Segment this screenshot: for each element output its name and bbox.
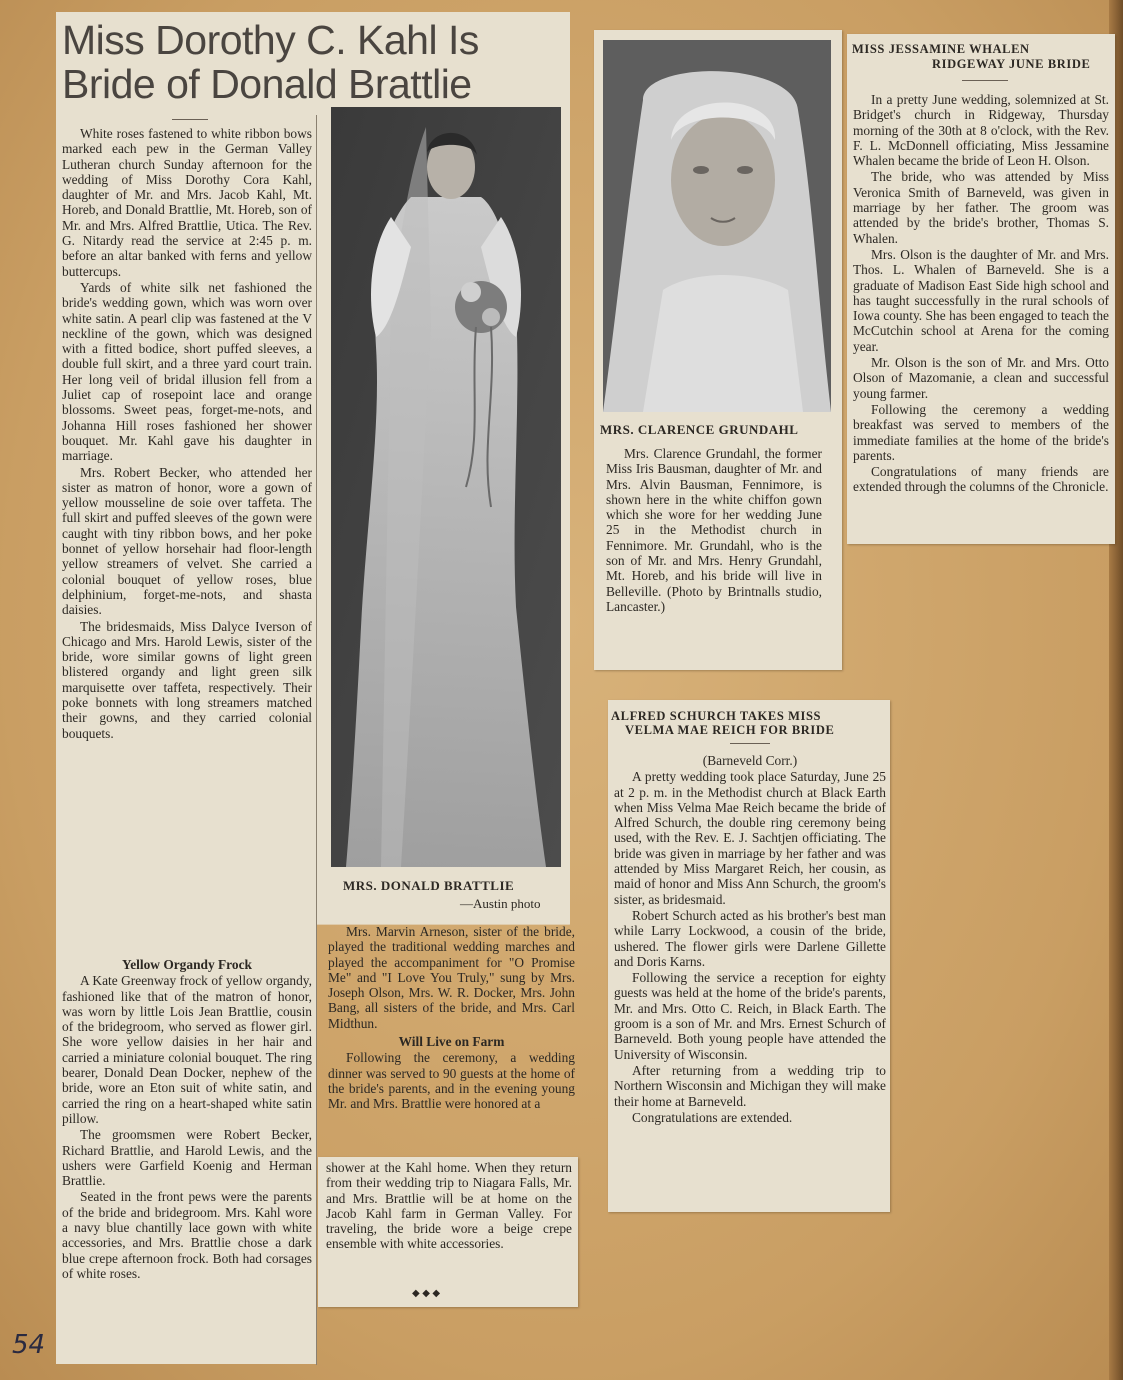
headline-rule [730, 743, 770, 744]
paragraph: White roses fastened to white ribbon bows marked each pew in the German Valley Lutheran church Sunday afternoon for the wedding of Miss Dorothy Cora Kahl, daughter of Mr. and Mrs. Jacob Kahl, Mt. Horeb, and Donald Brattlie, Mt. Horeb, son of Mr. and Mrs. Alfred Brattlie, Utica. The Rev. G. Nitardy read the service at 2:45 p. m. before an altar banked with ferns and yellow buttercups. [62, 126, 312, 279]
paragraph: The bride, who was attended by Miss Veronica Smith of Barneveld, was given in marriage by her father. The groom was attended by the bride's brother, Thomas S. Whalen. [853, 169, 1109, 246]
paragraph: Following the service a reception for eighty guests was held at the home of the bride's parents, Mr. and Mrs. Otto C. Reich, in Black Earth. The groom is a son of Mr. and Mrs. Ernest Schurch of Barneveld. Both young people have attended the University of Wisconsin. [614, 970, 886, 1062]
paragraph: Yards of white silk net fashioned the bride's wedding gown, which was worn over white satin. A pearl clip was fastened at the V neckline of the gown, which was designed with a fitted bodice, short puffed sleeves, a double full skirt, and a three yard court train. Her long veil of bridal illusion fell from a Juliet cap of rosepoint lace and orange blossoms. Sweet peas, forget-me-nots, and Johanna Hill roses fashioned her shower bouquet. Mr. Kahl gave his daughter in marriage. [62, 279, 312, 464]
subhead-will-live-on-farm: Will Live on Farm [398, 1034, 505, 1050]
paragraph: The bridesmaids, Miss Dalyce Iverson of Chicago and Mrs. Harold Lewis, sister of the bride, wore similar gowns of light green blistered organdy and light green silk marquisette over taffeta, respectively. Their poke bonnets with long streamers matched their gowns, and they carried colonial bouquets. [62, 618, 312, 741]
kahl-column-1b [62, 954, 312, 1364]
paragraph: A pretty wedding took place Saturday, June 25 at 2 p. m. in the Methodist church at Black Earth when Miss Velma Mae Reich became the bride of Alfred Schurch, the double ring ceremony being used, with the Rev. E. J. Sachtjen officiating. The bride was given in marriage by her father and was attended by Miss Margaret Reich, her cousin, as maid of honor and Miss Ann Schurch, the groom's sister, as bridesmaid. [614, 769, 886, 907]
photo-credit-austin: —Austin photo [460, 896, 541, 911]
headline-whalen-1: MISS JESSAMINE WHALEN [852, 42, 1030, 56]
paragraph: Congratulations of many friends are extended through the columns of the Chronicle. [853, 464, 1109, 495]
column-divider [316, 115, 317, 1365]
bride-photo-image [331, 107, 561, 867]
ornament: ◆ ◆ ◆ [412, 1288, 441, 1299]
paragraph: After returning from a wedding trip to Northern Wisconsin and Michigan they will make their home at Barneveld. [614, 1062, 886, 1109]
paragraph: In a pretty June wedding, solemnized at St. Bridget's church in Ridgeway, Thursday morning of the 30th at 8 o'clock, with the Rev. F. L. McDonnell officiating, Miss Jessamine Whalen became the bride of Leon H. Olson. [853, 92, 1109, 169]
photo-mrs-clarence-grundahl [603, 40, 831, 412]
paragraph: Robert Schurch acted as his brother's best man while Larry Lockwood, a cousin of the bride, ushered. The flower girls were Darlene Gillette and Doris Karns. [614, 907, 886, 969]
headline-kahl-brattlie: Miss Dorothy C. Kahl Is Bride of Donald Brattlie [62, 17, 479, 107]
caption-mrs-clarence-grundahl: MRS. CLARENCE GRUNDAHL [600, 422, 799, 437]
paragraph: Mrs. Clarence Grundahl, the former Miss Iris Bausman, daughter of Mr. and Mrs. Alvin Bausman, Fennimore, is shown here in the white chiffon gown which she wore for her wedding June 25 in the Methodist church in Fennimore. Mr. Grundahl, who is the son of Mr. and Mrs. Henry Grundahl, Mt. Horeb, and his bride will live in Belleville. (Photo by Brintnalls studio, Lancaster.) [606, 446, 822, 614]
paragraph: Mrs. Olson is the daughter of Mr. and Mrs. Thos. L. Whalen of Barneveld. She is a graduate of Madison East Side high school and has taught successfully in the rural schools of Iowa county. She has been engaged to teach the McCutchin school at Arena for the coming year. [853, 246, 1109, 354]
paragraph: shower at the Kahl home. When they return from their wedding trip to Niagara Falls, Mr. and Mrs. Brattlie will be at home on the Jacob Kahl farm in German Valley. For traveling, the bride wore a beige crepe ensemble with white accessories. [326, 1160, 572, 1252]
caption-mrs-donald-brattlie: MRS. DONALD BRATTLIE [343, 878, 515, 893]
kahl-column-2 [328, 924, 575, 1158]
headline-schurch-2: VELMA MAE REICH FOR BRIDE [625, 723, 835, 737]
subhead-yellow-organdy: Yellow Organdy Frock [122, 957, 252, 972]
photo-mrs-donald-brattlie [331, 107, 561, 867]
handwritten-page-number: 54 [12, 1330, 46, 1360]
paragraph: Mr. Olson is the son of Mr. and Mrs. Otto Olson of Mazomanie, a clean and successful young farmer. [853, 355, 1109, 401]
kahl-column-2c [326, 1160, 572, 1285]
paragraph: Seated in the front pews were the parents of the bride and bridegroom. Mrs. Kahl wore a navy blue chantilly lace gown with white accessories, and Mrs. Brattlie chose a dark blue crepe afternoon frock. Both had corsages of white roses. [62, 1189, 312, 1281]
paragraph: Following the ceremony, a wedding dinner was served to 90 guests at the home of the bride's parents, and in the evening young Mr. and Mrs. Brattlie were honored at a [328, 1050, 575, 1112]
grundahl-photo-image [603, 40, 831, 412]
paragraph: Following the ceremony a wedding breakfast was served to members of the immediate families at the home of the bride's parents. [853, 401, 1109, 463]
paragraph: Mrs. Robert Becker, who attended her sister as matron of honor, wore a gown of yellow mousseline de soie over taffeta. The full skirt and puffed sleeves of the gown were caught with tiny ribbon bows, and her poke bonnet of yellow horsehair had floor-length yellow streamers of velvet. She carried a colonial bouquet of yellow roses, blue delphinium, forget-me-nots, and shasta daisies. [62, 464, 312, 618]
paragraph: Congratulations are extended. [632, 1109, 793, 1125]
kahl-column-1 [62, 126, 312, 951]
dateline: (Barneveld Corr.) [702, 753, 798, 768]
paragraph: A Kate Greenway frock of yellow organdy, fashioned like that of the matron of honor, was worn by little Lois Jean Brattlie, cousin of the bridegroom, who served as flower girl. She wore yellow daisies in her hair and carried a miniature colonial bouquet. The ring bearer, Donald Dean Docker, nephew of the bride, wore an Eton suit of white satin, and carried the ring on a heart-shaped white satin pillow. [62, 973, 312, 1126]
headline-rule [962, 80, 1008, 81]
schurch-body [614, 750, 886, 1205]
paragraph: Mrs. Marvin Arneson, sister of the bride, played the traditional wedding marches and played the accompaniment for "O Promise Me" and "I Love You Truly," sung by Mrs. Joseph Olson, Mrs. W. R. Docker, Mrs. John Bang, all sisters of the bride, and Mrs. Carl Midthun. [328, 924, 575, 1031]
headline-schurch-1: ALFRED SCHURCH TAKES MISS [611, 709, 822, 723]
grundahl-body [606, 446, 822, 662]
headline-whalen-2: RIDGEWAY JUNE BRIDE [932, 57, 1091, 71]
whalen-body [853, 92, 1109, 540]
headline-rule [172, 119, 208, 120]
paragraph: The groomsmen were Robert Becker, Richard Brattlie, and Harold Lewis, and the ushers were Garfield Koenig and Herman Brattlie. [62, 1127, 312, 1189]
